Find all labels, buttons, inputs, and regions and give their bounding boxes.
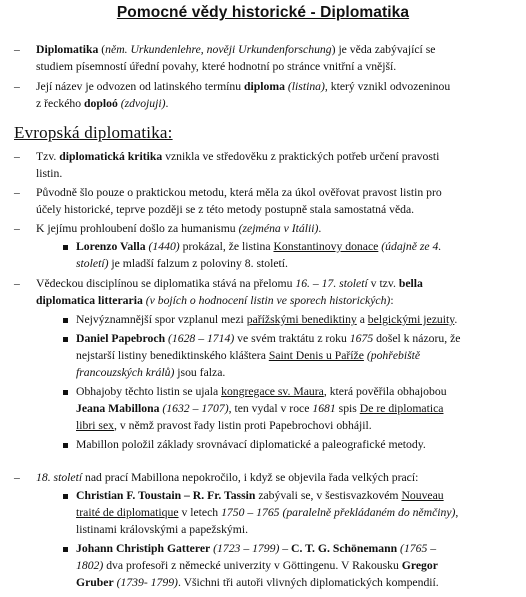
sub-item-gatterer-line-1: Johann Christiph Gatterer (1723 – 1799) – C. T. G. Schönemann (1765 – [76,542,437,555]
later-item-1-line-1: 18. století nad prací Mabillona nepokročilo, i když se objevila řada velkých prací: [36,471,419,484]
sub-item-gatterer-line-3: Gruber (1739- 1799). Všichni tři autoři vlivných diplomatických kompendií. [76,576,439,589]
intro-item-1-line-2: studiem písemností úřední povahy, které hodnotní po stránce vnitřní a vnější. [36,60,397,73]
intro-item-2-line-1: Její název je odvozen od latinského termínu diploma (listina), který vznikl odvozeninou [36,80,451,93]
euro-item-4-line-1: Vědeckou disciplínou se diplomatika stává na přelomu 16. – 17. století v tzv. bella [36,277,423,290]
sub-item-toustain-line-3: listinami královskými a papežskými. [76,523,249,536]
dash-bullet: – [14,277,20,290]
square-bullet [63,547,68,552]
sub-item-valla-line-2: století) je mladší falzum z poloviny 8. století. [76,257,288,270]
term-diplomatika: Diplomatika [36,43,99,56]
euro-item-3-line-1: K jejímu prohloubení došlo za humanismu (zejména v Itálii). [36,222,322,235]
sub-item-mabillon-line-2: Jeana Mabillona (1632 – 1707), ten vydal v roce 1681 spis De re diplomatica [76,402,444,415]
sub-item-gatterer-line-2: 1802) dva profesoři z německé univerzity v Göttingenu. V Rakousku Gregor [76,559,438,572]
square-bullet [63,390,68,395]
sub-item-spor-line-1: Nejvýznamnější spor vzplanul mezi pařížskými benediktiny a belgickými jezuity. [76,313,458,326]
dash-bullet: – [14,43,20,56]
square-bullet [63,318,68,323]
intro-item-1-line-1: Diplomatika (něm. Urkundenlehre, nověji Urkundenforschung) je věda zabývající se [36,43,436,56]
sub-item-valla-line-1: Lorenzo Valla (1440) prokázal, že listina Konstantinovy donace (údajně ze 4. [76,240,442,253]
dash-bullet: – [14,150,20,163]
sub-item-toustain-line-1: Christian F. Toustain – R. Fr. Tassin zabývali se, v šestisvazkovém Nouveau [76,489,444,502]
euro-item-1-line-1: Tzv. diplomatická kritika vznikla ve středověku z praktických potřeb určení pravosti [36,150,440,163]
sub-item-methods-line-1: Mabillon položil základy srovnávací diplomatické a paleografické metody. [76,438,426,451]
page-title: Pomocné vědy historické - Diplomatika [116,4,410,21]
sub-item-toustain-line-2: traité de diplomatique v letech 1750 – 1765 (paralelně překládaném do němčiny), [76,506,459,519]
dash-bullet: – [14,471,20,484]
euro-item-2-line-2: účely historické, teprve později se z této metody postupně stala samostatná věda. [36,203,415,216]
dash-bullet: – [14,222,20,235]
euro-item-4-line-2: diplomatica litteraria (v bojích o hodnocení listin ve sporech historických): [36,294,394,307]
dash-bullet: – [14,80,20,93]
section-heading: Evropská diplomatika: [14,123,173,142]
euro-item-2-line-1: Původně šlo pouze o praktickou metodu, která měla za úkol ověřovat pravost listin pro [36,186,442,199]
square-bullet [63,245,68,250]
square-bullet [63,337,68,342]
sub-item-papebroch-line-3: francouzských králů) jsou falza. [76,366,226,379]
sub-item-mabillon-line-3: libri sex, v němž pravost řady listin proti Papebrochovi obhájil. [76,419,372,432]
euro-item-1-line-2: listin. [36,167,63,180]
dash-bullet: – [14,186,20,199]
sub-item-papebroch-line-2: nejstarší listiny benediktinského kláštera Saint Denis u Paříže (pohřebiště [76,349,421,362]
square-bullet [63,443,68,448]
sub-item-papebroch-line-1: Daniel Papebroch (1628 – 1714) ve svém traktátu z roku 1675 došel k názoru, že [76,332,461,345]
sub-item-mabillon-line-1: Obhajoby těchto listin se ujala kongregace sv. Maura, která pověřila obhajobou [76,385,447,398]
square-bullet [63,494,68,499]
intro-item-2-line-2: z řeckého doploó (zdvojuji). [36,97,169,110]
